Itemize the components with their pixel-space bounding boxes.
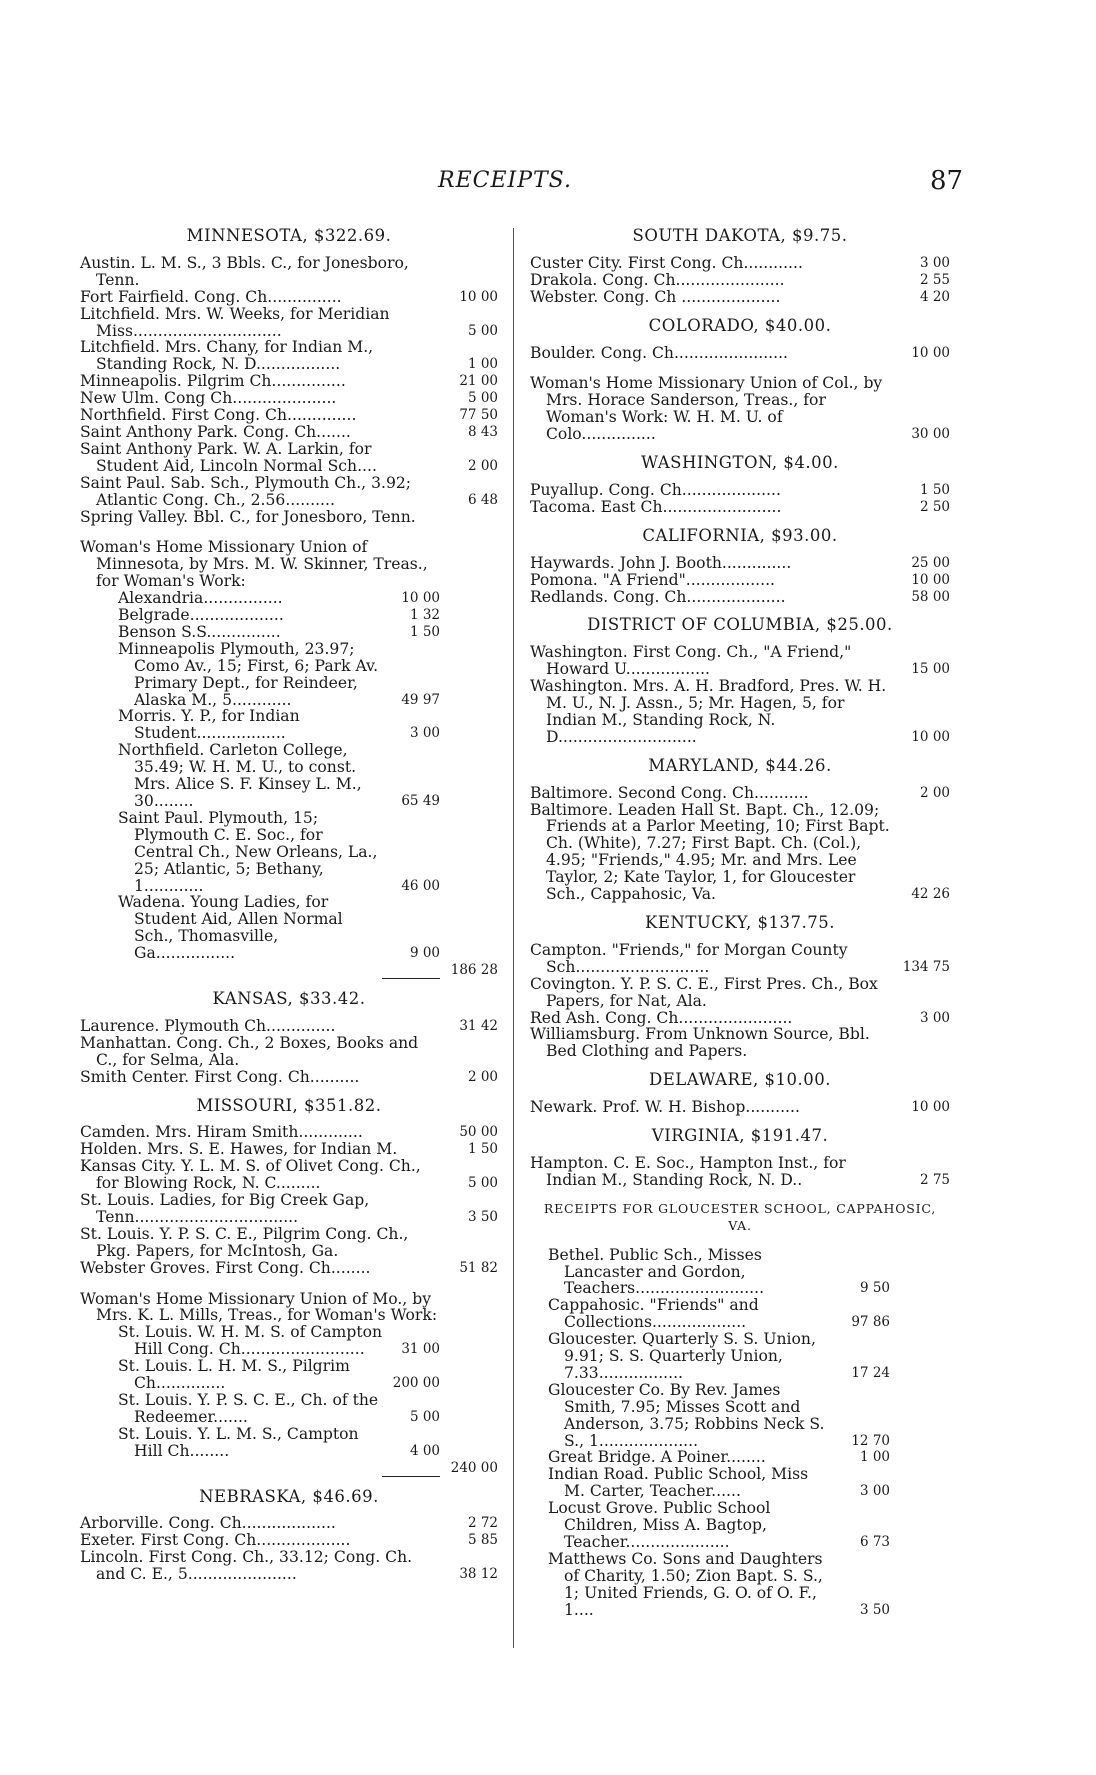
whmu-heading (80, 1291, 498, 1325)
section-delaware (530, 1072, 950, 1116)
list-item (530, 1026, 950, 1060)
list-item (548, 1449, 890, 1466)
list-item (530, 802, 950, 903)
entry-amount: 5 00 (467, 322, 498, 339)
entry-amount: 31 00 (401, 1341, 440, 1358)
entry-amount: 2 72 (467, 1515, 498, 1532)
spacer (80, 525, 498, 539)
entry-amount: 12 70 (851, 1432, 890, 1449)
list-item (80, 339, 498, 373)
list-item (530, 375, 950, 443)
entry-amount: 5 85 (467, 1532, 498, 1549)
subtotal-amount: 186 28 (450, 962, 498, 979)
list-item (530, 1010, 950, 1027)
entry-text: Northfield. First Cong. Ch.............. (80, 406, 357, 425)
entry-text: St. Louis. Y. P. S. C. E., Ch. of the Redeemer....... (118, 1391, 379, 1426)
entry-text: Boulder. Cong. Ch....................... (530, 343, 788, 362)
list-item (530, 785, 950, 802)
column-divider (513, 228, 514, 1648)
entry-text: Holden. Mrs. S. E. Hawes, for Indian M. (80, 1140, 398, 1159)
entry-amount: 38 12 (459, 1566, 498, 1583)
entry-amount: 2 75 (919, 1171, 950, 1188)
list-item (80, 1515, 498, 1532)
list-item (80, 509, 498, 526)
list-item (530, 499, 950, 516)
list-item (548, 1331, 890, 1382)
list-item (80, 373, 498, 390)
entry-amount: 1 00 (467, 356, 498, 373)
entry-text: Minneapolis. Pilgrim Ch............... (80, 372, 346, 391)
entry-amount: 2 55 (919, 271, 950, 288)
running-head (0, 168, 1096, 198)
entry-text: Saint Paul. Plymouth, 15; Plymouth C. E. Soc., for Central Ch., New Orleans, La., 25; Atlantic, 5; Bethany, 1............ (118, 808, 378, 895)
list-item (118, 624, 498, 641)
entry-amount: 6 48 (467, 491, 498, 508)
list-item (80, 1532, 498, 1549)
list-item (530, 942, 950, 976)
entry-amount: 200 00 (392, 1375, 440, 1392)
entry-amount: 77 50 (459, 407, 498, 424)
entry-amount: 1 00 (859, 1449, 890, 1466)
entry-amount: 4 20 (919, 288, 950, 305)
entry-text: Covington. Y. P. S. C. E., First Pres. Ch., Box Papers, for Nat, Ala. (530, 974, 878, 1010)
list-item (118, 894, 498, 962)
list-item (118, 607, 498, 624)
list-item (548, 1247, 890, 1298)
list-item (118, 1358, 498, 1392)
list-item (118, 1324, 498, 1358)
list-item (118, 708, 498, 742)
list-item (530, 555, 950, 572)
spacer (80, 1277, 498, 1291)
entry-amount: 30 00 (911, 426, 950, 443)
list-item (548, 1551, 890, 1619)
entry-text: Litchfield. Mrs. Chany, for Indian M., Standing Rock, N. D................. (80, 338, 374, 374)
list-item (118, 1392, 498, 1426)
whmu-heading (80, 539, 498, 590)
entry-amount: 15 00 (911, 661, 950, 678)
entry-text: Manhattan. Cong. Ch., 2 Boxes, Books and C., for Selma, Ala. (80, 1033, 419, 1069)
entry-text: St. Louis. Y. P. S. C. E., Pilgrim Cong. Ch., Pkg. Papers, for McIntosh, Ga. (80, 1224, 409, 1260)
entry-amount: 31 42 (459, 1017, 498, 1034)
running-title: RECEIPTS. (438, 168, 572, 193)
entry-amount: 3 00 (919, 254, 950, 271)
entry-text: Hampton. C. E. Soc., Hampton Inst., for Indian M., Standing Rock, N. D.. (530, 1153, 846, 1189)
section-title: COLORADO, $40.00. (648, 315, 832, 335)
list-item (80, 1141, 498, 1158)
entry-text: Drakola. Cong. Ch...................... (530, 270, 785, 289)
list-item (80, 1158, 498, 1192)
entry-amount: 25 00 (911, 554, 950, 571)
entry-amount: 65 49 (401, 793, 440, 809)
entry-amount: 134 75 (902, 958, 950, 975)
list-item (80, 1124, 498, 1141)
entry-amount: 2 00 (919, 784, 950, 801)
entry-text: Arborville. Cong. Ch................... (80, 1514, 336, 1533)
list-item (80, 407, 498, 424)
section-washington (530, 455, 950, 516)
list-item (80, 306, 498, 340)
entry-text: Williamsburg. From Unknown Source, Bbl. Bed Clothing and Papers. (530, 1025, 870, 1061)
section-title: MISSOURI, $351.82. (196, 1095, 382, 1115)
entry-amount: 3 50 (467, 1208, 498, 1225)
section-title: WASHINGTON, $4.00. (641, 453, 839, 473)
list-item (80, 424, 498, 441)
entry-text: New Ulm. Cong Ch..................... (80, 389, 337, 408)
list-item (530, 255, 950, 272)
page-number: 87 (930, 166, 964, 196)
list-item (530, 345, 950, 362)
entry-amount: 10 00 (401, 590, 440, 607)
gloucester-list (530, 1247, 950, 1619)
entry-amount: 17 24 (851, 1364, 890, 1381)
entry-amount: 5 00 (409, 1408, 440, 1425)
entry-text: Alexandria................ (118, 589, 283, 608)
section-maryland (530, 755, 950, 904)
whmu-list (80, 590, 498, 979)
entry-text: Campton. "Friends," for Morgan County Sch........................... (530, 940, 848, 976)
entry-text: Austin. L. M. S., 3 Bbls. C., for Jonesboro, Tenn. (80, 253, 409, 289)
list-item (80, 1018, 498, 1035)
list-item (80, 1069, 498, 1086)
entry-text: Gloucester Co. By Rev. James Smith, 7.95; Misses Scott and Anderson, 3.75; Robbins Neck S. S., 1.................... (548, 1380, 825, 1450)
entry-amount: 58 00 (911, 588, 950, 605)
section-title: KENTUCKY, $137.75. (645, 913, 835, 932)
entry-text: Woman's Home Missionary Union of Mo., by Mrs. K. L. Mills, Treas., for Woman's Work: (80, 1289, 438, 1325)
entry-text: Washington. First Cong. Ch., "A Friend," Howard U................. (530, 643, 852, 679)
entry-text: Spring Valley. Bbl. C., for Jonesboro, Tenn. (80, 507, 416, 526)
list-item (80, 390, 498, 407)
subtotal-row (118, 1460, 498, 1477)
section-gloucester-school (530, 1201, 950, 1619)
list-item (530, 1155, 950, 1189)
entry-amount: 42 26 (911, 886, 950, 903)
section-south-dakota (530, 228, 950, 306)
entry-text: Red Ash. Cong. Ch....................... (530, 1008, 793, 1027)
section-title: VIRGINIA, $191.47. (651, 1126, 829, 1146)
list-item (530, 1099, 950, 1116)
section-title: SOUTH DAKOTA, $9.75. (632, 226, 848, 245)
entry-text: Woman's Home Missionary Union of Col., by Mrs. Horace Sanderson, Treas., for Woman's Work: W. H. M. U. of Colo............... (530, 374, 883, 444)
left-column (80, 228, 498, 1595)
entry-amount: 2 00 (467, 1068, 498, 1085)
entry-amount: 9 00 (409, 945, 440, 962)
list-item (118, 590, 498, 607)
entry-text: Northfield. Carleton College, 35.49; W. H. M. U., to const. Mrs. Alice S. F. Kinsey L. M., 30........ (118, 741, 362, 810)
entry-text: Tacoma. East Ch........................ (530, 497, 782, 516)
list-item (530, 644, 950, 678)
list-item (548, 1466, 890, 1500)
entry-text: St. Louis. W. H. M. S. of Campton Hill Cong. Ch......................... (118, 1323, 383, 1359)
entry-text: Bethel. Public Sch., Misses Lancaster and Gordon, Teachers.......................... (548, 1245, 765, 1298)
entry-amount: 3 00 (919, 1009, 950, 1026)
section-title: CALIFORNIA, $93.00. (642, 525, 838, 545)
list-item (80, 475, 498, 509)
section-title: MARYLAND, $44.26. (648, 755, 832, 775)
section-title: RECEIPTS FOR GLOUCESTER SCHOOL, CAPPAHOSIC, VA. (543, 1200, 937, 1233)
subtotal-row (118, 962, 498, 979)
entry-text: Camden. Mrs. Hiram Smith............. (80, 1123, 363, 1142)
section-title: NEBRASKA, $46.69. (199, 1486, 379, 1506)
entry-text: Newark. Prof. W. H. Bishop........... (530, 1098, 800, 1117)
entry-text: Haywards. John J. Booth.............. (530, 553, 792, 572)
entry-text: Morris. Y. P., for Indian Student.................. (118, 707, 300, 743)
entry-amount: 50 00 (459, 1124, 498, 1141)
entry-text: Matthews Co. Sons and Daughters of Charity, 1.50; Zion Bapt. S. S., 1; United Friends, G. O. of O. F., 1.... (548, 1549, 823, 1619)
entry-amount: 4 00 (409, 1442, 440, 1459)
entry-text: Webster. Cong. Ch .................... (530, 287, 781, 306)
entry-amount: 1 50 (919, 481, 950, 498)
whmu-list (80, 1324, 498, 1476)
entry-text: Puyallup. Cong. Ch.................... (530, 480, 781, 499)
entry-amount: 46 00 (401, 877, 440, 894)
entry-amount: 5 00 (467, 1175, 498, 1192)
entry-text: Woman's Home Missionary Union of Minnesota, by Mrs. M. W. Skinner, Treas., for Woman's Work: (80, 538, 428, 591)
entry-amount: 10 00 (911, 728, 950, 745)
entry-text: Saint Anthony Park. Cong. Ch....... (80, 422, 351, 441)
entry-text: Webster Groves. First Cong. Ch........ (80, 1258, 371, 1277)
entry-text: Baltimore. Leaden Hall St. Bapt. Ch., 12.09; Friends at a Parlor Meeting, 10; First Bapt. Ch. (White), 7.27; First Bapt. Ch. (Col.), 4.95; "Friends," 4.95; Mr. and Mrs. Lee Taylor, 2; Kate Taylor, 1, for Gloucester Sch., Cappahosic, Va. (530, 800, 890, 904)
section-colorado (530, 315, 950, 444)
entry-text: Exeter. First Cong. Ch................... (80, 1531, 351, 1550)
entry-text: Kansas City. Y. L. M. S. of Olivet Cong. Ch., for Blowing Rock, N. C......... (80, 1157, 421, 1193)
entry-amount: 1 50 (467, 1141, 498, 1158)
entry-amount: 2 50 (919, 498, 950, 515)
entry-text: Benson S.S............... (118, 622, 281, 641)
section-minnesota (80, 228, 498, 979)
entry-amount: 1 32 (409, 607, 440, 624)
entry-amount: 3 00 (409, 725, 440, 742)
section-title: MINNESOTA, $322.69. (186, 226, 392, 245)
entry-text: Gloucester. Quarterly S. S. Union, 9.91; S. S. Quarterly Union, 7.33................. (548, 1330, 816, 1382)
list-item (530, 482, 950, 499)
section-kentucky (530, 915, 950, 1060)
entry-amount: 49 97 (401, 691, 440, 708)
entry-text: Custer City. First Cong. Ch............ (530, 253, 803, 272)
entry-text: Saint Anthony Park. W. A. Larkin, for Student Aid, Lincoln Normal Sch.... (80, 439, 377, 475)
list-item (530, 976, 950, 1010)
section-virginia (530, 1128, 950, 1189)
list-item (80, 1226, 498, 1260)
list-item (530, 272, 950, 289)
entry-text: Washington. Mrs. A. H. Bradford, Pres. W. H. M. U., N. J. Assn., 5; Mr. Hagen, 5, for Indian M., Standing Rock, N. D............................ (530, 677, 887, 746)
entry-amount: 97 86 (851, 1314, 890, 1331)
list-item (530, 589, 950, 606)
list-item (118, 641, 498, 709)
section-missouri (80, 1095, 498, 1477)
list-item (118, 810, 498, 895)
entry-amount: 3 00 (859, 1483, 890, 1500)
entry-amount: 6 73 (859, 1534, 890, 1550)
section-title: KANSAS, $33.42. (212, 988, 366, 1008)
section-district-of-columbia (530, 617, 950, 745)
section-nebraska (80, 1486, 498, 1584)
entry-amount: 51 82 (459, 1259, 498, 1276)
list-item (548, 1500, 890, 1551)
entry-text: Pomona. "A Friend".................. (530, 570, 775, 589)
entry-amount: 8 43 (467, 423, 498, 440)
entry-text: Cappahosic. "Friends" and Collections................... (548, 1296, 759, 1332)
entry-text: St. Louis. Y. L. M. S., Campton Hill Ch........ (118, 1424, 359, 1460)
list-item (80, 441, 498, 475)
list-item (530, 572, 950, 589)
entry-amount: 21 00 (459, 373, 498, 390)
list-item (548, 1297, 890, 1331)
entry-text: Laurence. Plymouth Ch.............. (80, 1016, 336, 1035)
entry-text: Litchfield. Mrs. W. Weeks, for Meridian Miss.............................. (80, 304, 390, 340)
list-item (530, 289, 950, 306)
entry-amount: 2 00 (467, 457, 498, 474)
entry-amount: 1 50 (409, 623, 440, 640)
list-item (80, 255, 498, 289)
section-title: DISTRICT OF COLUMBIA, $25.00. (587, 615, 893, 635)
list-item (530, 678, 950, 746)
list-item (80, 1035, 498, 1069)
section-california (530, 525, 950, 606)
list-item (80, 289, 498, 306)
entry-text: Fort Fairfield. Cong. Ch............... (80, 287, 342, 306)
entry-amount: 10 00 (459, 288, 498, 305)
spacer (530, 361, 950, 375)
list-item (118, 1426, 498, 1460)
right-column (530, 228, 950, 1631)
section-kansas (80, 988, 498, 1086)
list-item (548, 1382, 890, 1450)
entry-text: Locust Grove. Public School Children, Miss A. Bagtop, Teacher..................... (548, 1499, 771, 1551)
entry-text: Redlands. Cong. Ch.................... (530, 587, 786, 606)
entry-text: Saint Paul. Sab. Sch., Plymouth Ch., 3.92; Atlantic Cong. Ch., 2.56.......... (80, 473, 412, 509)
entry-text: Wadena. Young Ladies, for Student Aid, Allen Normal Sch., Thomasville, Ga................ (118, 893, 343, 963)
list-item (118, 742, 498, 810)
list-item (80, 1260, 498, 1277)
entry-text: St. Louis. Ladies, for Big Creek Gap, Tenn................................. (80, 1191, 370, 1226)
entry-amount: 9 50 (859, 1280, 890, 1297)
subtotal-amount: 240 00 (450, 1459, 498, 1476)
entry-text: St. Louis. L. H. M. S., Pilgrim Ch.............. (118, 1357, 350, 1393)
entry-text: Lincoln. First Cong. Ch., 33.12; Cong. Ch. and C. E., 5...................... (80, 1548, 413, 1584)
subtotal-rule (382, 978, 440, 979)
entry-amount: 10 00 (911, 344, 950, 361)
entry-amount: 5 00 (467, 390, 498, 407)
entry-amount: 10 00 (911, 1099, 950, 1116)
entry-text: Minneapolis Plymouth, 23.97; Como Av., 15; First, 6; Park Av. Primary Dept., for Reindeer, Alaska M., 5............ (118, 639, 379, 709)
entry-text: Great Bridge. A Poiner........ (548, 1448, 766, 1467)
list-item (80, 1549, 498, 1583)
entry-amount: 3 50 (859, 1601, 890, 1618)
entry-text: Smith Center. First Cong. Ch.......... (80, 1067, 360, 1086)
entry-text: Belgrade................... (118, 606, 284, 625)
entry-text: Baltimore. Second Cong. Ch........... (530, 783, 809, 802)
entry-text: Indian Road. Public School, Miss M. Carter, Teacher...... (548, 1465, 809, 1501)
entry-amount: 10 00 (911, 571, 950, 588)
section-title: DELAWARE, $10.00. (649, 1070, 831, 1090)
list-item (80, 1192, 498, 1226)
subtotal-rule (382, 1476, 440, 1477)
